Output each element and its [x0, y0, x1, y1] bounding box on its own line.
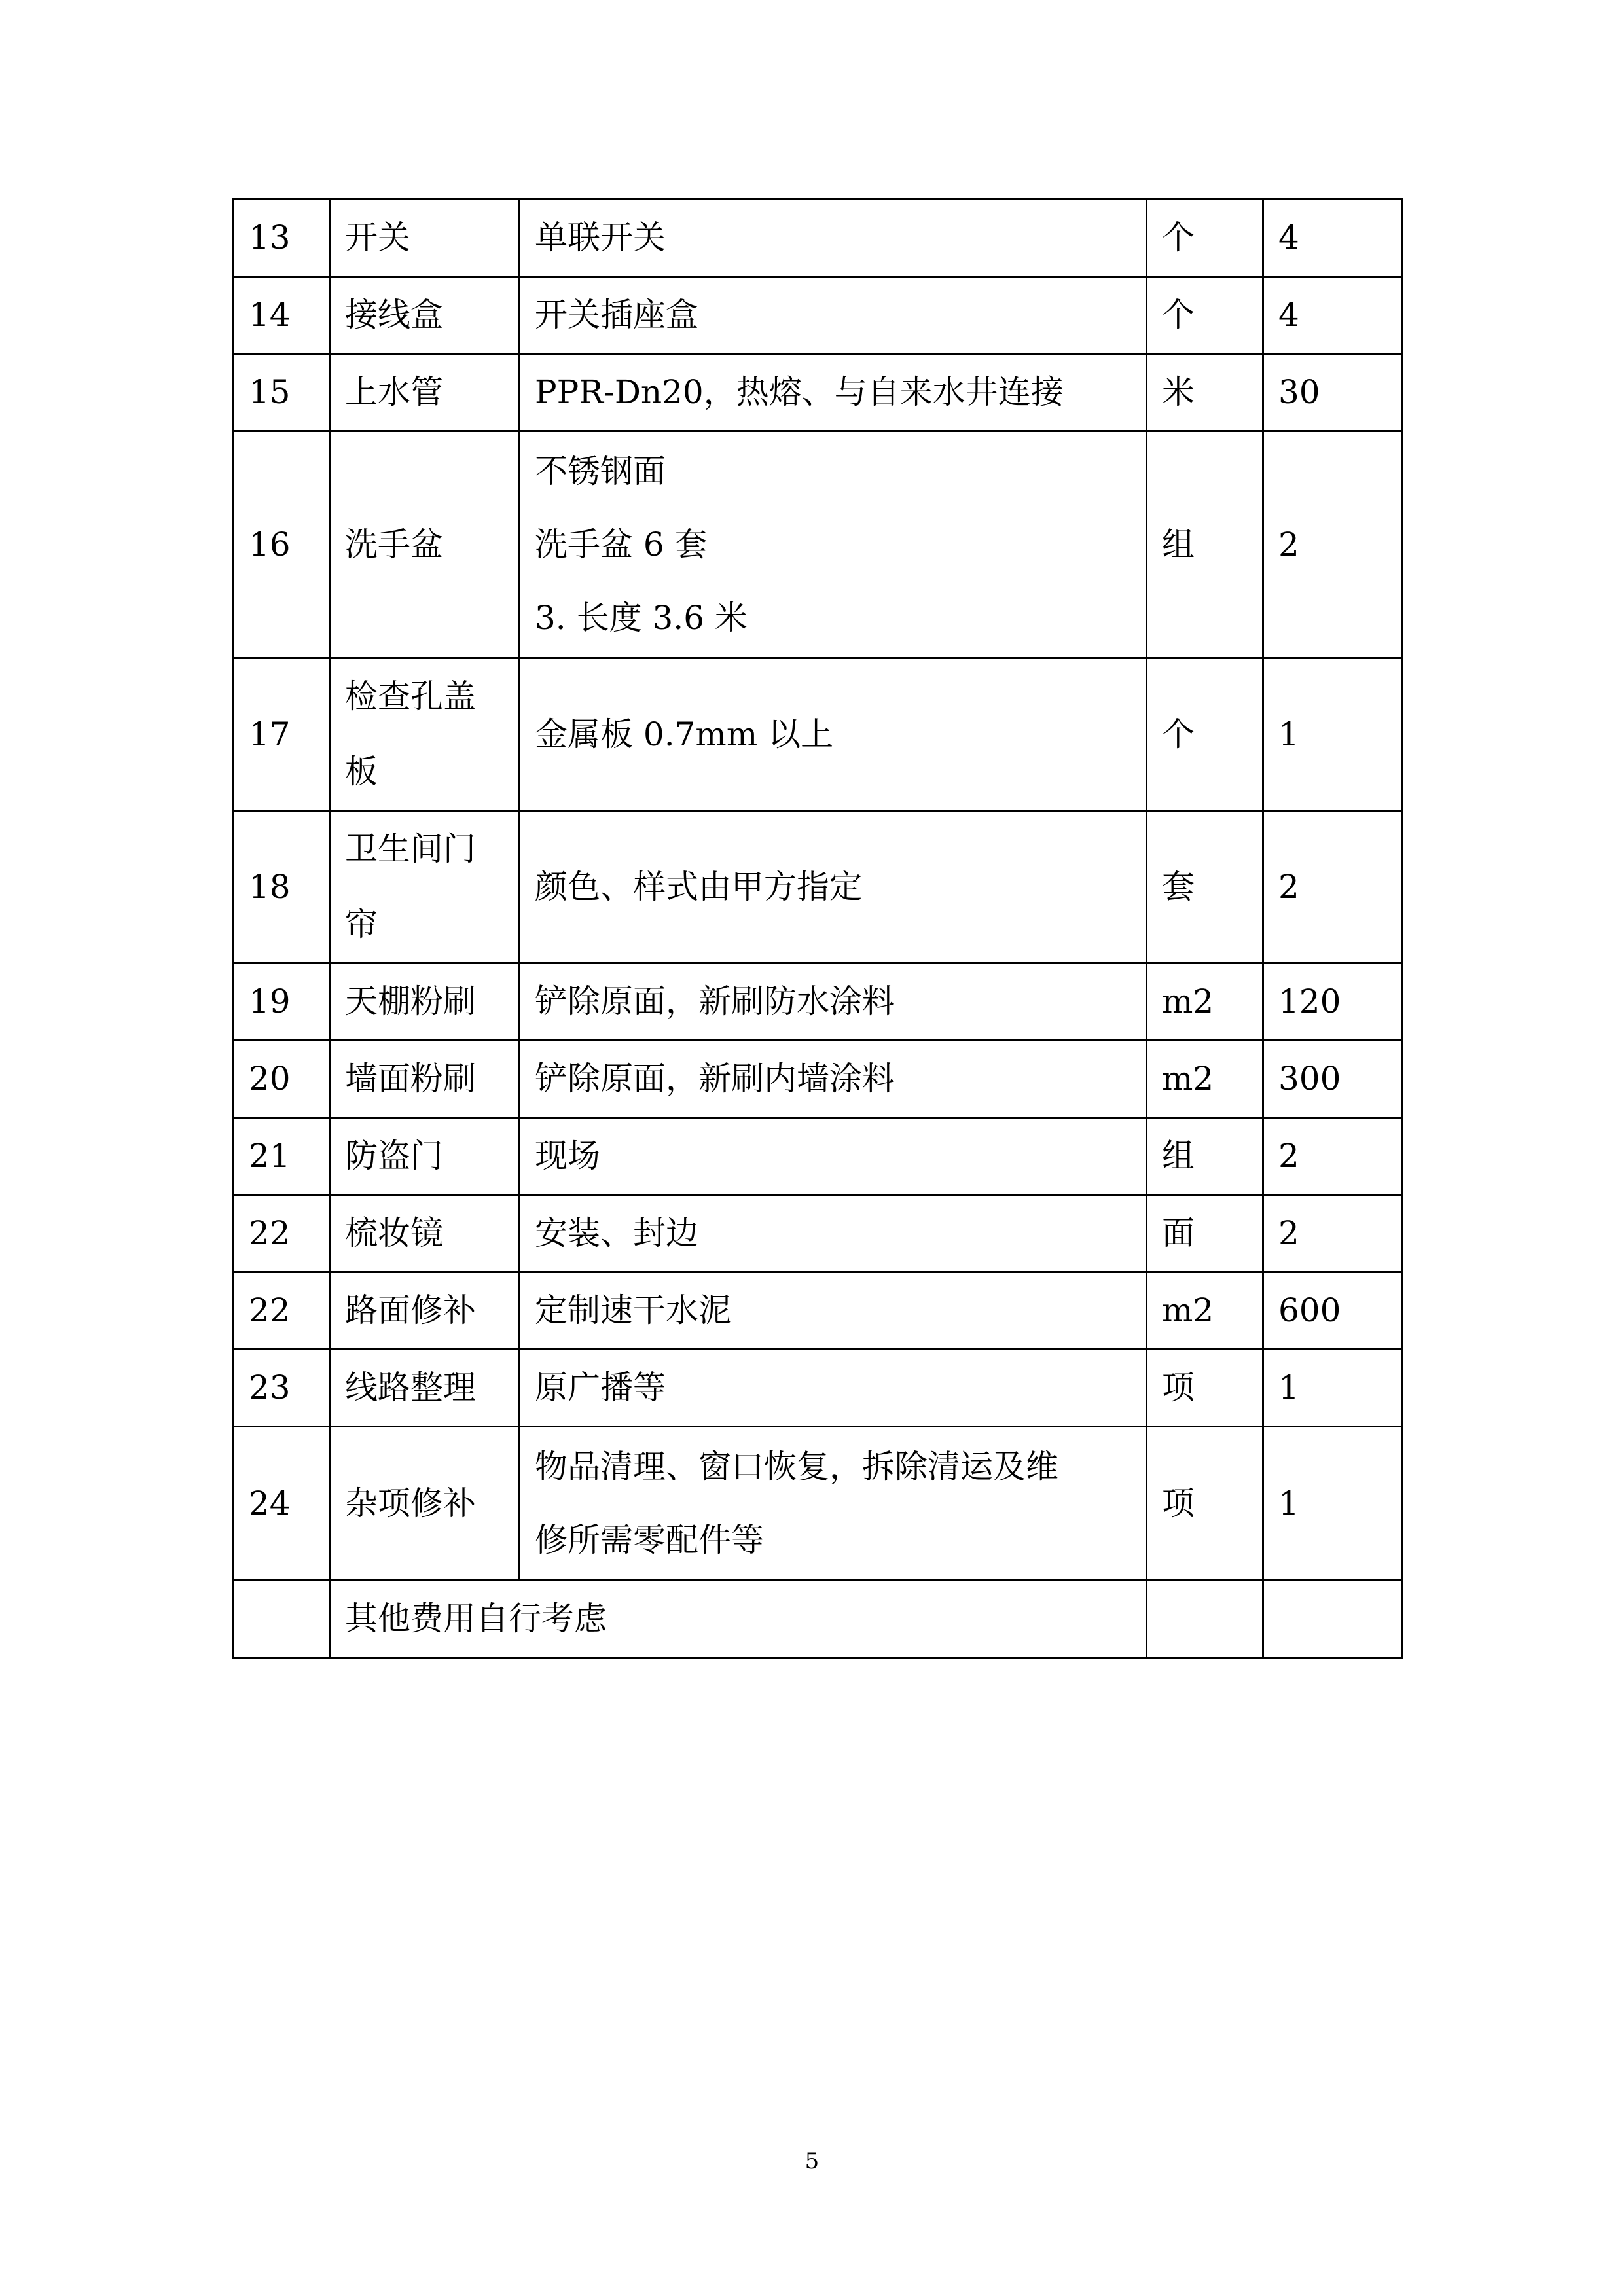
item-unit: m2: [1147, 1041, 1263, 1118]
item-name: [330, 1195, 520, 1272]
item-spec-line: 原广播等: [535, 1369, 666, 1407]
row-number: 18: [234, 811, 330, 963]
row-number: 22: [234, 1195, 330, 1272]
other-costs-row: [234, 1581, 1402, 1658]
row-number: 15: [234, 354, 330, 431]
item-spec: [520, 354, 1147, 431]
other-costs-unit-cell: [1147, 1581, 1263, 1658]
item-spec-line: 单联开关: [535, 219, 666, 257]
item-name: [330, 1118, 520, 1195]
item-quantity: 1: [1263, 1350, 1402, 1427]
item-name: [330, 1350, 520, 1427]
item-quantity: 2: [1263, 431, 1402, 658]
table-row: [234, 431, 1402, 658]
table-row: [234, 1350, 1402, 1427]
item-spec-line: 3. 长度 3.6 米: [535, 599, 748, 637]
table-row: [234, 200, 1402, 277]
other-costs-qty-cell: [1263, 1581, 1402, 1658]
item-name-line: 卫生间门: [345, 830, 476, 868]
item-quantity: 4: [1263, 200, 1402, 277]
table-row: [234, 1118, 1402, 1195]
item-spec-line: 定制速干水泥: [535, 1291, 731, 1329]
item-name-line: 路面修补: [345, 1291, 476, 1329]
item-unit: 面: [1147, 1195, 1263, 1272]
item-spec-line: PPR-Dn20，热熔、与自来水井连接: [535, 373, 1064, 411]
item-spec-line: 修所需零配件等: [535, 1521, 764, 1559]
table-row: [234, 658, 1402, 811]
item-unit: 组: [1147, 431, 1263, 658]
item-unit: 组: [1147, 1118, 1263, 1195]
item-name-line: 天棚粉刷: [345, 982, 476, 1020]
item-spec: [520, 1195, 1147, 1272]
item-name: [330, 1427, 520, 1581]
item-name: [330, 277, 520, 354]
item-spec: [520, 658, 1147, 811]
item-name: [330, 431, 520, 658]
item-name: [330, 1041, 520, 1118]
item-name: [330, 200, 520, 277]
item-unit: m2: [1147, 1272, 1263, 1350]
item-name: [330, 1272, 520, 1350]
item-spec: [520, 277, 1147, 354]
item-name-line: 杂项修补: [345, 1484, 476, 1522]
item-spec-line: 不锈钢面: [535, 452, 666, 490]
item-spec: [520, 200, 1147, 277]
item-quantity: 1: [1263, 1427, 1402, 1581]
item-name-line: 墙面粉刷: [345, 1060, 476, 1098]
item-spec: [520, 1427, 1147, 1581]
item-quantity: 300: [1263, 1041, 1402, 1118]
item-quantity: 600: [1263, 1272, 1402, 1350]
row-number: 24: [234, 1427, 330, 1581]
item-spec: [520, 431, 1147, 658]
other-costs-no-cell: [234, 1581, 330, 1658]
item-name-line: 洗手盆: [345, 525, 443, 564]
item-unit: 个: [1147, 658, 1263, 811]
other-costs-text: 其他费用自行考虑: [330, 1581, 1147, 1658]
item-spec: [520, 1118, 1147, 1195]
item-name-line: 帘: [345, 905, 378, 943]
row-number: 21: [234, 1118, 330, 1195]
row-number: 22: [234, 1272, 330, 1350]
item-name: [330, 811, 520, 963]
item-name-line: 开关: [345, 219, 410, 257]
items-table-body: [234, 200, 1402, 1581]
item-quantity: 2: [1263, 1195, 1402, 1272]
row-number: 20: [234, 1041, 330, 1118]
item-name: [330, 963, 520, 1041]
item-spec: [520, 811, 1147, 963]
item-spec-line: 开关插座盒: [535, 296, 698, 334]
table-row: [234, 811, 1402, 963]
item-name-line: 梳妆镜: [345, 1214, 443, 1252]
item-spec: [520, 1350, 1147, 1427]
row-number: 16: [234, 431, 330, 658]
item-name: [330, 658, 520, 811]
item-name-line: 板: [345, 753, 378, 791]
item-spec-line: 洗手盆 6 套: [535, 526, 708, 564]
item-spec-line: 铲除原面，新刷内墙涂料: [535, 1060, 895, 1098]
item-unit: 个: [1147, 277, 1263, 354]
page-number: 5: [804, 2148, 820, 2174]
table-row: [234, 963, 1402, 1041]
table-row: [234, 1041, 1402, 1118]
item-spec: [520, 1272, 1147, 1350]
item-quantity: 2: [1263, 811, 1402, 963]
row-number: 14: [234, 277, 330, 354]
table-row: [234, 1427, 1402, 1581]
item-unit: 项: [1147, 1427, 1263, 1581]
table-row: [234, 1272, 1402, 1350]
item-quantity: 2: [1263, 1118, 1402, 1195]
item-spec-line: 颜色、样式由甲方指定: [535, 867, 862, 906]
items-table: [232, 198, 1403, 1659]
row-number: 19: [234, 963, 330, 1041]
item-name-line: 接线盒: [345, 296, 443, 334]
item-spec-line: 现场: [535, 1137, 600, 1175]
item-name-line: 线路整理: [345, 1369, 476, 1407]
item-spec-line: 铲除原面，新刷防水涂料: [535, 982, 895, 1020]
item-quantity: 30: [1263, 354, 1402, 431]
item-quantity: 120: [1263, 963, 1402, 1041]
table-row: [234, 354, 1402, 431]
table-row: [234, 1195, 1402, 1272]
item-name: [330, 354, 520, 431]
item-unit: 米: [1147, 354, 1263, 431]
item-name-line: 检查孔盖: [345, 677, 476, 715]
item-unit: m2: [1147, 963, 1263, 1041]
item-quantity: 1: [1263, 658, 1402, 811]
row-number: 13: [234, 200, 330, 277]
item-unit: 项: [1147, 1350, 1263, 1427]
item-unit: 套: [1147, 811, 1263, 963]
item-spec-line: 安装、封边: [535, 1214, 698, 1252]
row-number: 17: [234, 658, 330, 811]
item-spec-line: 物品清理、窗口恢复，拆除清运及维: [535, 1448, 1058, 1486]
item-name-line: 上水管: [345, 373, 443, 411]
item-spec: [520, 1041, 1147, 1118]
item-name-line: 防盗门: [345, 1137, 443, 1175]
item-quantity: 4: [1263, 277, 1402, 354]
item-unit: 个: [1147, 200, 1263, 277]
row-number: 23: [234, 1350, 330, 1427]
table-row: [234, 277, 1402, 354]
item-spec: [520, 963, 1147, 1041]
item-spec-line: 金属板 0.7mm 以上: [535, 715, 834, 753]
